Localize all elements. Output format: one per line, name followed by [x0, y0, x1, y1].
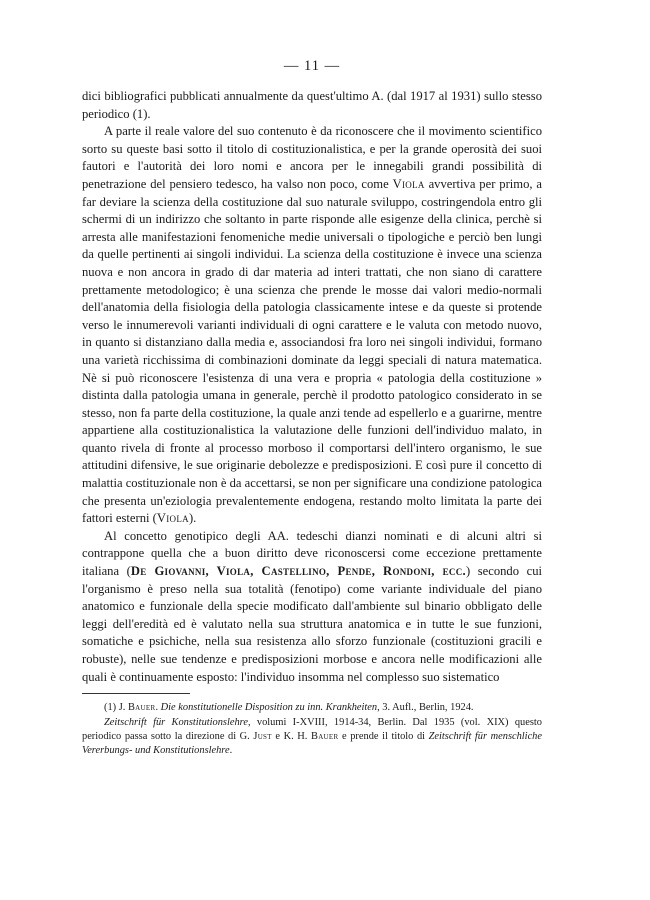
author-name: Viola: [156, 511, 189, 526]
text-run: ).: [188, 511, 197, 526]
cited-title: Zeitschrift für menschliche Vererbungs- und Konstitutionslehre: [82, 731, 542, 757]
text-run: avvertiva per primo, a far deviare la scienza della costituzione dal suo naturale sviluppo, costringendola entro gli schermi di un indirizzo che soltanto in parte risponde alle esigenze della clinica, perchè si arresta alle manifestazioni fenomeniche medie universali o tipologiche e perciò ben lungi da quelle pertinenti ai singoli individui. La scienza della costituzione è invece una scienza nuova e non ancora in grado di dar materia ad interi trattati, che non siano di carattere prettamente metodologico; è una scienza che prende le mosse dai valori medio-normali dell'anatomia della fisiologia della patologia classicamente intese e da queste si protende verso le innumerevoli varianti individuali di ogni carattere e le valuta con metodo nuovo, in quanto si distanziano dalla media e, associandosi fra loro nei singoli individui, formano una varietà ricchissima di combinazioni dominate da leggi speciali di natura matematica. Nè si può riconoscere l'esistenza di una vera e propria « patologia della costituzione » distinta dalla patologia umana in generale, perchè il prodotto patologico considerato in se stesso, non fa parte della costituzione, la quale anzi tende ad espellerlo e a guarirne, mentre appartiene alla costituzionalistica la valutazione delle funzioni dell'individuo malato, in quanto rivela di fronte al processo morboso il comportarsi dell'intero organismo, le sue attitudini difensive, le sue originarie debolezze e predisposizioni. E così pure il concetto di malattia costituzionale non è da accettarsi, se non per significare una condizione patologica che presenta un'eziologia prevalentemente endogena, restando molto limitata la parte dei fattori esterni (: [82, 176, 542, 526]
cited-title: Zeitschrift für Konstitutionslehre: [104, 716, 248, 728]
paragraph: [82, 123, 542, 528]
paragraph: [82, 88, 542, 123]
text-run: (1) J.: [104, 702, 128, 714]
text-run: .: [229, 745, 233, 757]
text-run: ) secondo cui l'organismo è preso nella sua totalità (fenotipo) come variante individuale del piano anatomico e funzionale della specie modificato dall'ambiente sul binario obbligato delle leggi dell'eredità ed è valutato nella sua struttura anatomica e in tutte le sue funzioni, somatiche e psichiche, nella sua resistenza allo sforzo funzionale (costituzioni gracili e robuste), nelle sue tendenze e predisposizioni morbose e ancora nelle modificazioni alle quali è continuamente esposto: l'individuo insomma nel complesso suo sistematico: [82, 564, 542, 684]
footnote: [82, 701, 542, 715]
footnote: [82, 716, 542, 759]
author-name: Viola: [392, 176, 425, 191]
author-names: De Giovanni, Viola, Castellino, Pende, Rondoni, ecc.: [130, 564, 466, 579]
text-run: dici bibliografici pubblicati annualmente da quest'ultimo A. (dal 1917 al 1931) sullo stesso periodico (1).: [82, 89, 542, 121]
body-text: [82, 88, 542, 686]
text-run: .: [155, 702, 161, 714]
text-run: , 3. Aufl., Berlin, 1924.: [377, 702, 474, 714]
author-name: Just: [253, 731, 272, 742]
author-name: Bauer: [310, 731, 339, 742]
footnotes: [82, 701, 542, 759]
text-run: e prende il titolo di: [338, 731, 429, 742]
page-number: — 11 —: [283, 58, 341, 74]
document-page: [82, 58, 542, 759]
text-run: A parte il reale valore del suo contenuto è da riconoscere che il movimento scientifico sorto su queste basi sotto il titolo di costituzionalistica, e per la grande operosità dei suoi fautori e l'autorità dei loro nomi e ancora per le innegabili grandi possibilità di penetrazione del pensiero tedesco, ha valso non poco, come: [82, 124, 542, 191]
text-run: Al concetto genotipico degli AA. tedeschi dianzi nominati e di alcuni altri si contrappone quella che a buon diritto deve riconoscersi come eccezione prettamente italiana (: [82, 528, 542, 579]
text-run: e K. H.: [271, 731, 311, 742]
footnote-divider: [82, 693, 190, 694]
paragraph: [82, 528, 542, 686]
text-run: , volumi I-XVIII, 1914-34, Berlin. Dal 1935 (vol. XIX) questo periodico passa sotto la direzione di G.: [82, 716, 542, 742]
author-name: Bauer: [127, 702, 156, 714]
cited-title: Die konstitutionelle Disposition zu inn. Krankheiten: [160, 702, 378, 714]
